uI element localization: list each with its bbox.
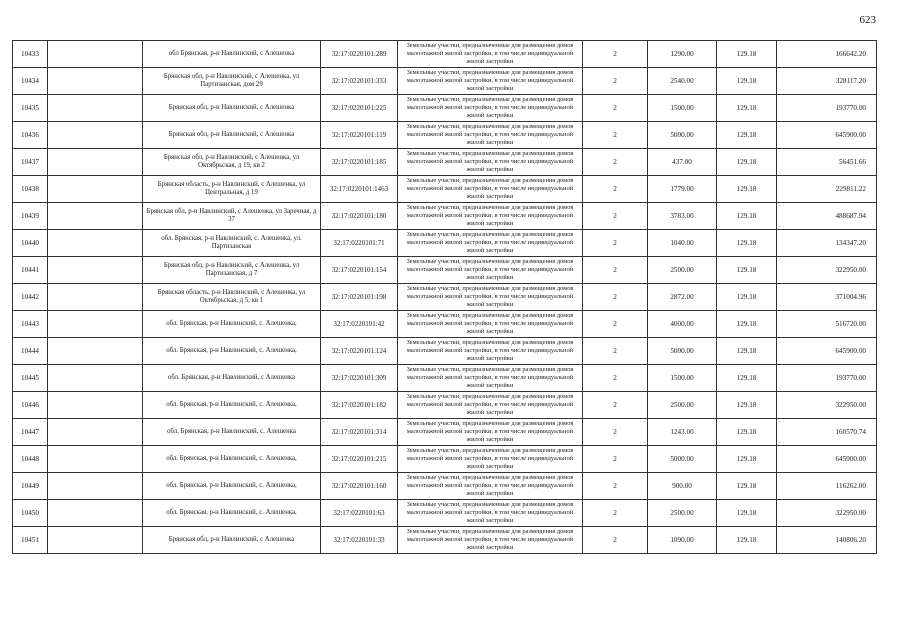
cell-id: 10446 — [13, 392, 48, 419]
cell-address: обл. Брянская, р-н Навлинский, с. Алешенка, — [143, 500, 321, 527]
cell-cadastral: 32:17:0220101:33 — [321, 527, 398, 554]
cell-address: Брянская обл, р-н Навлинский, с Алешенка — [143, 95, 321, 122]
cell-cadastral: 32:17:0220101:289 — [321, 41, 398, 68]
cell-cadastral: 32:17:0220101:1463 — [321, 176, 398, 203]
cell-blank — [48, 500, 143, 527]
cell-rate: 129.18 — [717, 149, 777, 176]
cell-address: обл Брянская, р-н Навлинский, с Алешенка — [143, 41, 321, 68]
cell-blank — [48, 257, 143, 284]
cell-address: обл. Брянская, р-н Навлинский, с. Алешенка, — [143, 311, 321, 338]
cell-group: 2 — [583, 500, 648, 527]
cell-area: 4000.00 — [648, 311, 717, 338]
cell-group: 2 — [583, 365, 648, 392]
cell-area: 5000.00 — [648, 122, 717, 149]
cell-id: 10443 — [13, 311, 48, 338]
cell-area: 1500.00 — [648, 95, 717, 122]
cell-id: 10437 — [13, 149, 48, 176]
table-row — [13, 257, 877, 284]
cell-cadastral: 32:17:0220101:182 — [321, 392, 398, 419]
cell-id: 10435 — [13, 95, 48, 122]
cell-area: 2872.00 — [648, 284, 717, 311]
cell-value: 116262.00 — [777, 473, 877, 500]
cell-blank — [48, 95, 143, 122]
cell-cadastral: 32:17:0220101:63 — [321, 500, 398, 527]
cell-rate: 129.18 — [717, 419, 777, 446]
cell-group: 2 — [583, 68, 648, 95]
cell-address: обл. Брянская, р-н Навлинский, с. Алешенка, — [143, 446, 321, 473]
cell-cadastral: 32:17:0220101:119 — [321, 122, 398, 149]
cell-area: 1290.00 — [648, 41, 717, 68]
cell-blank — [48, 122, 143, 149]
cell-address: Брянская обл, р-н Навлинский, с Алешенка, ул Заречная, д 37 — [143, 203, 321, 230]
cell-rate: 129.18 — [717, 230, 777, 257]
cell-land-use: Земельные участки, предназначенные для размещения домов малоэтажной жилой застройки, в том числе индивидуальной жилой застройки — [398, 95, 583, 122]
cell-value: 193770.00 — [777, 95, 877, 122]
cell-id: 10449 — [13, 473, 48, 500]
cell-group: 2 — [583, 419, 648, 446]
table-row — [13, 365, 877, 392]
cell-group: 2 — [583, 149, 648, 176]
cell-cadastral: 32:17:0220101:160 — [321, 473, 398, 500]
table-row — [13, 176, 877, 203]
cell-value: 56451.66 — [777, 149, 877, 176]
page-number: 623 — [859, 14, 876, 26]
cell-cadastral: 32:17:0220101:333 — [321, 68, 398, 95]
table-row — [13, 473, 877, 500]
cell-id: 10450 — [13, 500, 48, 527]
table-row — [13, 122, 877, 149]
cell-value: 645900.00 — [777, 122, 877, 149]
cell-rate: 129.18 — [717, 203, 777, 230]
cell-rate: 129.18 — [717, 473, 777, 500]
cell-land-use: Земельные участки, предназначенные для размещения домов малоэтажной жилой застройки, в том числе индивидуальной жилой застройки — [398, 203, 583, 230]
cell-land-use: Земельные участки, предназначенные для размещения домов малоэтажной жилой застройки, в том числе индивидуальной жилой застройки — [398, 284, 583, 311]
table-row — [13, 230, 877, 257]
cell-cadastral: 32:17:0220101:124 — [321, 338, 398, 365]
table-row — [13, 419, 877, 446]
cell-cadastral: 32:17:0220101:180 — [321, 203, 398, 230]
cell-rate: 129.18 — [717, 176, 777, 203]
cell-rate: 129.18 — [717, 95, 777, 122]
cell-id: 10433 — [13, 41, 48, 68]
cell-group: 2 — [583, 392, 648, 419]
cell-address: обл. Брянская, р-н Навлинский, с. Алешенка, — [143, 473, 321, 500]
cell-area: 437.00 — [648, 149, 717, 176]
cell-cadastral: 32:17:0220101:314 — [321, 419, 398, 446]
cell-blank — [48, 203, 143, 230]
cell-land-use: Земельные участки, предназначенные для размещения домов малоэтажной жилой застройки, в том числе индивидуальной жилой застройки — [398, 41, 583, 68]
cell-address: Брянская обл, р-н Навлинский, с Алешенка, ул Партизанская, дом 29 — [143, 68, 321, 95]
cell-cadastral: 32:17:0220101:185 — [321, 149, 398, 176]
cell-land-use: Земельные участки, предназначенные для размещения домов малоэтажной жилой застройки, в том числе индивидуальной жилой застройки — [398, 122, 583, 149]
cell-land-use: Земельные участки, предназначенные для размещения домов малоэтажной жилой застройки, в том числе индивидуальной жилой застройки — [398, 338, 583, 365]
cell-blank — [48, 419, 143, 446]
table-row — [13, 500, 877, 527]
cell-cadastral: 32:17:0220101:198 — [321, 284, 398, 311]
cell-area: 1090.00 — [648, 527, 717, 554]
cell-value: 140806.20 — [777, 527, 877, 554]
table-row — [13, 149, 877, 176]
cell-group: 2 — [583, 473, 648, 500]
cell-value: 193770.00 — [777, 365, 877, 392]
cell-value: 322950.00 — [777, 392, 877, 419]
cell-value: 160570.74 — [777, 419, 877, 446]
cell-area: 5000.00 — [648, 446, 717, 473]
cell-group: 2 — [583, 311, 648, 338]
cell-land-use: Земельные участки, предназначенные для размещения домов малоэтажной жилой застройки, в том числе индивидуальной жилой застройки — [398, 149, 583, 176]
cell-blank — [48, 446, 143, 473]
cell-rate: 129.18 — [717, 392, 777, 419]
cell-rate: 129.18 — [717, 365, 777, 392]
cell-land-use: Земельные участки, предназначенные для размещения домов малоэтажной жилой застройки, в том числе индивидуальной жилой застройки — [398, 473, 583, 500]
cell-area: 2500.00 — [648, 500, 717, 527]
cadastral-value-table — [12, 40, 877, 554]
cell-value: 516720.00 — [777, 311, 877, 338]
cell-value: 166642.20 — [777, 41, 877, 68]
table-row — [13, 446, 877, 473]
cell-land-use: Земельные участки, предназначенные для размещения домов малоэтажной жилой застройки, в том числе индивидуальной жилой застройки — [398, 176, 583, 203]
cell-value: 322950.00 — [777, 500, 877, 527]
cell-area: 1779.00 — [648, 176, 717, 203]
cell-cadastral: 32:17:0220101:154 — [321, 257, 398, 284]
cell-group: 2 — [583, 41, 648, 68]
cell-blank — [48, 176, 143, 203]
cell-rate: 129.18 — [717, 527, 777, 554]
cell-rate: 129.18 — [717, 257, 777, 284]
cell-blank — [48, 149, 143, 176]
cell-value: 488687.94 — [777, 203, 877, 230]
cell-id: 10451 — [13, 527, 48, 554]
cell-group: 2 — [583, 284, 648, 311]
table-row — [13, 203, 877, 230]
cell-land-use: Земельные участки, предназначенные для размещения домов малоэтажной жилой застройки, в том числе индивидуальной жилой застройки — [398, 365, 583, 392]
cell-blank — [48, 230, 143, 257]
cell-value: 645900.00 — [777, 338, 877, 365]
cell-group: 2 — [583, 95, 648, 122]
cell-id: 10445 — [13, 365, 48, 392]
cell-blank — [48, 41, 143, 68]
cell-value: 328117.20 — [777, 68, 877, 95]
cell-address: Брянская область, р-н Навлинский, с Алешенка, ул Центральная, д 19 — [143, 176, 321, 203]
cell-land-use: Земельные участки, предназначенные для размещения домов малоэтажной жилой застройки, в том числе индивидуальной жилой застройки — [398, 311, 583, 338]
cell-land-use: Земельные участки, предназначенные для размещения домов малоэтажной жилой застройки, в том числе индивидуальной жилой застройки — [398, 68, 583, 95]
cell-address: Брянская обл, р-н Навлинский, с Алешенка, ул Партизанская, д 7 — [143, 257, 321, 284]
cell-area: 5000.00 — [648, 338, 717, 365]
cell-cadastral: 32:17:0220101:71 — [321, 230, 398, 257]
table-row — [13, 95, 877, 122]
cell-id: 10447 — [13, 419, 48, 446]
cell-group: 2 — [583, 257, 648, 284]
cell-address: обл. Брянская, р-н Навлинский, с Алешенка — [143, 365, 321, 392]
cell-area: 1500.00 — [648, 365, 717, 392]
table-row — [13, 392, 877, 419]
cell-id: 10439 — [13, 203, 48, 230]
cell-rate: 129.18 — [717, 500, 777, 527]
cell-group: 2 — [583, 527, 648, 554]
cell-land-use: Земельные участки, предназначенные для размещения домов малоэтажной жилой застройки, в том числе индивидуальной жилой застройки — [398, 527, 583, 554]
cell-id: 10440 — [13, 230, 48, 257]
cell-rate: 129.18 — [717, 338, 777, 365]
cell-area: 1243.00 — [648, 419, 717, 446]
cell-blank — [48, 473, 143, 500]
cell-rate: 129.18 — [717, 311, 777, 338]
cell-rate: 129.18 — [717, 68, 777, 95]
cell-value: 645900.00 — [777, 446, 877, 473]
table-row — [13, 338, 877, 365]
cell-land-use: Земельные участки, предназначенные для размещения домов малоэтажной жилой застройки, в том числе индивидуальной жилой застройки — [398, 419, 583, 446]
cell-rate: 129.18 — [717, 446, 777, 473]
cell-blank — [48, 284, 143, 311]
table-row — [13, 284, 877, 311]
cell-group: 2 — [583, 446, 648, 473]
cell-cadastral: 32:17:0220101:215 — [321, 446, 398, 473]
cell-land-use: Земельные участки, предназначенные для размещения домов малоэтажной жилой застройки, в том числе индивидуальной жилой застройки — [398, 230, 583, 257]
table-row — [13, 311, 877, 338]
cell-id: 10442 — [13, 284, 48, 311]
cell-id: 10438 — [13, 176, 48, 203]
cell-value: 371004.96 — [777, 284, 877, 311]
cell-group: 2 — [583, 203, 648, 230]
cell-blank — [48, 365, 143, 392]
cell-group: 2 — [583, 338, 648, 365]
cell-value: 134347.20 — [777, 230, 877, 257]
cell-address: обл. Брянская, р-н Навлинский, с. Алешенка, — [143, 392, 321, 419]
cell-blank — [48, 527, 143, 554]
table-body — [13, 41, 877, 554]
table-row — [13, 68, 877, 95]
cell-group: 2 — [583, 230, 648, 257]
cell-rate: 129.18 — [717, 284, 777, 311]
cell-value: 322950.00 — [777, 257, 877, 284]
cell-area: 1040.00 — [648, 230, 717, 257]
cell-address: Брянская обл, р-н Навлинский, с Алешенка — [143, 527, 321, 554]
cell-area: 2500.00 — [648, 392, 717, 419]
cell-cadastral: 32:17:0220101:42 — [321, 311, 398, 338]
cell-address: обл. Брянская, р-н Навлинский, с. Алешенка, ул. Партизанская — [143, 230, 321, 257]
cell-cadastral: 32:17:0220101:225 — [321, 95, 398, 122]
cell-blank — [48, 311, 143, 338]
cell-land-use: Земельные участки, предназначенные для размещения домов малоэтажной жилой застройки, в том числе индивидуальной жилой застройки — [398, 392, 583, 419]
cell-land-use: Земельные участки, предназначенные для размещения домов малоэтажной жилой застройки, в том числе индивидуальной жилой застройки — [398, 446, 583, 473]
cell-area: 900.00 — [648, 473, 717, 500]
cell-land-use: Земельные участки, предназначенные для размещения домов малоэтажной жилой застройки, в том числе индивидуальной жилой застройки — [398, 500, 583, 527]
cell-blank — [48, 338, 143, 365]
cell-area: 3783.00 — [648, 203, 717, 230]
cell-cadastral: 32:17:0220101:309 — [321, 365, 398, 392]
cell-value: 229811.22 — [777, 176, 877, 203]
cell-address: обл. Брянская, р-н Навлинский, с. Алешенка, — [143, 338, 321, 365]
cell-group: 2 — [583, 122, 648, 149]
cell-id: 10436 — [13, 122, 48, 149]
cell-address: Брянская область, р-н Навлинский, с Алешенка, ул Октябрьская, д 5, кв 1 — [143, 284, 321, 311]
cell-id: 10448 — [13, 446, 48, 473]
cell-rate: 129.18 — [717, 41, 777, 68]
cell-area: 2540.00 — [648, 68, 717, 95]
cell-address: обл. Брянская, р-н Навлинский, с. Алешенка — [143, 419, 321, 446]
cell-id: 10434 — [13, 68, 48, 95]
cell-blank — [48, 68, 143, 95]
cell-address: Брянская обл, р-н Навлинский, с Алешенка, ул Октябрьская, д 19, кв 2 — [143, 149, 321, 176]
cell-rate: 129.18 — [717, 122, 777, 149]
table-row — [13, 527, 877, 554]
cell-land-use: Земельные участки, предназначенные для размещения домов малоэтажной жилой застройки, в том числе индивидуальной жилой застройки — [398, 257, 583, 284]
cell-area: 2500.00 — [648, 257, 717, 284]
cell-address: Брянская обл, р-н Навлинский, с Алешенка — [143, 122, 321, 149]
cell-group: 2 — [583, 176, 648, 203]
cell-blank — [48, 392, 143, 419]
table-row — [13, 41, 877, 68]
cell-id: 10441 — [13, 257, 48, 284]
cell-id: 10444 — [13, 338, 48, 365]
